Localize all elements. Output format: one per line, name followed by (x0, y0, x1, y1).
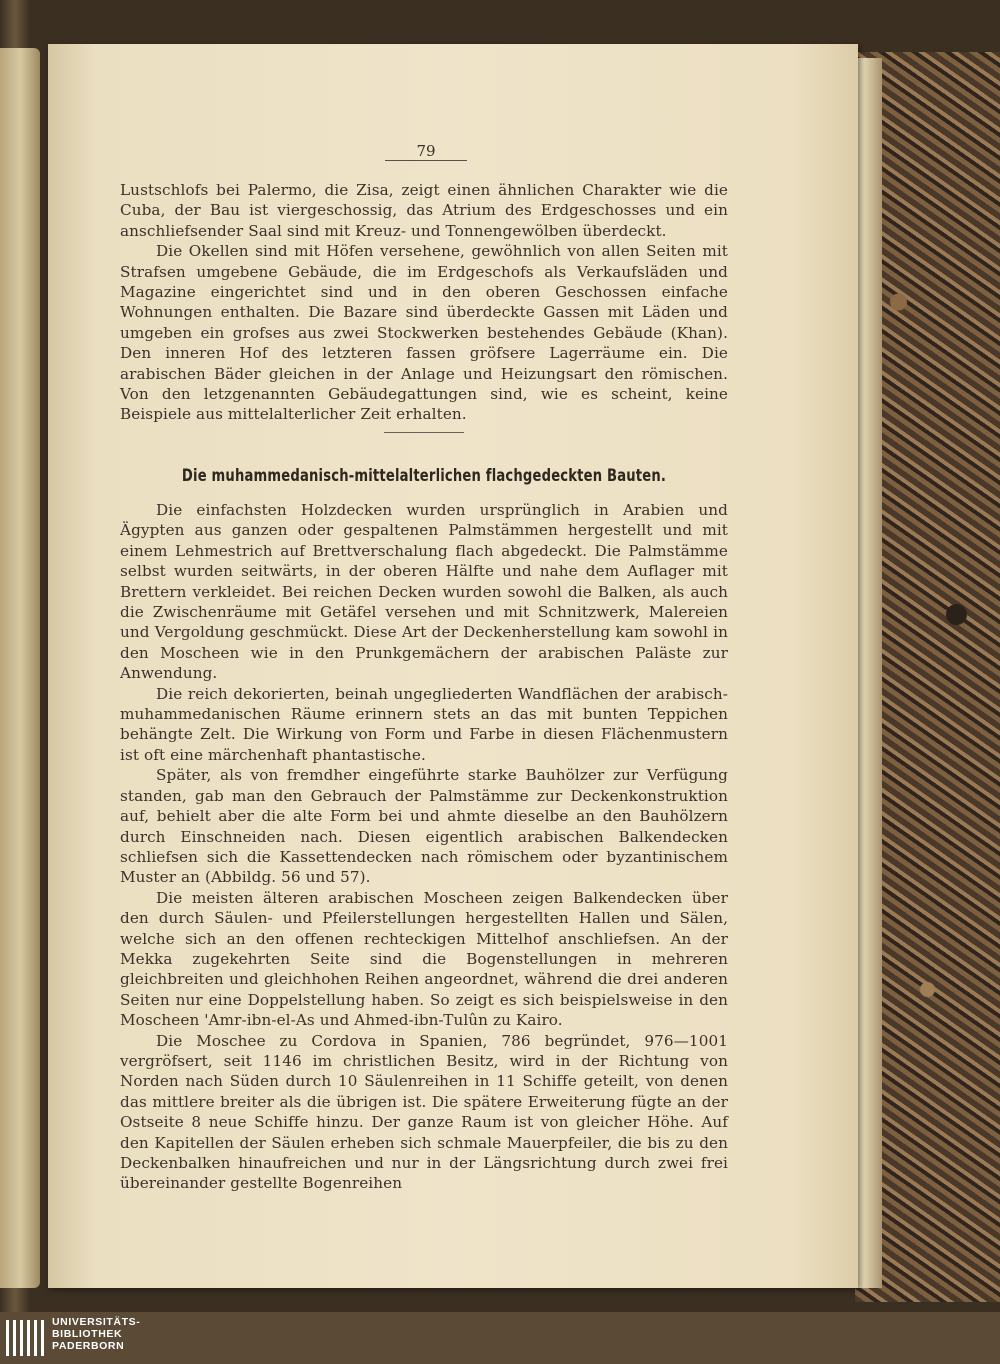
intro-text (120, 180, 728, 425)
intro-paragraph-1: Lustschlofs bei Palermo, die Zisa, zeigt einen ähnlichen Charakter wie die Cuba, der Bau ist viergeschossig, das Atrium des Erdgeschosses und ein anschliefsender Saal sind mit Kreuz- und Tonnengewölben überdeckt. (120, 181, 728, 240)
section-text (120, 500, 728, 1194)
library-logo-icon (6, 1318, 46, 1358)
logo-line-3: PADERBORN (52, 1340, 125, 1352)
page-number: 79 (385, 142, 467, 161)
section-paragraph-5: Die Moschee zu Cordova in Spanien, 786 begründet, 976—1001 vergröfsert, seit 1146 im christlichen Besitz, wird in der Richtung von Norden nach Süden durch 10 Säulenreihen in 11 Schiffe geteilt, von denen das mittlere breiter als die übrigen ist. Die spätere Erweiterung fügte an der Ostseite 8 neue Schiffe hinzu. Der ganze Raum ist von gleicher Höhe. Auf den Kapitellen der Säulen erheben sich schmale Mauerpfeiler, die bis zu den Deckenbalken hinaufreichen und nur in der Längsrichtung durch zwei frei übereinander gestellte Bogenreihen (120, 1031, 728, 1193)
section-paragraph-2: Die reich dekorierten, beinah ungegliederten Wandflächen der arabisch-muhammedanischen Räume erinnern stets an das mit bunten Teppichen behängte Zelt. Die Wirkung von Form und Farbe in diesen Flächenmustern ist oft eine märchenhaft phantastische. (120, 684, 728, 764)
footer-bar (0, 1312, 1000, 1364)
section-paragraph-3: Später, als von fremdher eingeführte starke Bauhölzer zur Verfügung standen, gab man den Gebrauch der Palmstämme zur Deckenkonstruktion auf, behielt aber die alte Form bei und ahmte dieselbe an den Bauhölzern durch Einschneiden nach. Diesen eigentlich arabischen Balkendecken schliefsen sich die Kassettendecken nach römischem oder byzantinischem Muster an (Abbildg. 56 und 57). (120, 766, 728, 887)
logo-line-2: BIBLIOTHEK (52, 1328, 123, 1340)
section-paragraph-1: Die einfachsten Holzdecken wurden ursprünglich in Arabien und Ägypten aus ganzen oder gespaltenen Palmstämmen hergestellt und mit einem Lehmestrich auf Brettverschalung flach abgedeckt. Die Palmstämme selbst wurden seitwärts, in der oberen Hälfte und nahe dem Auflager mit Brettern verkleidet. Bei reichen Decken wurden sowohl die Balken, als auch die Zwischenräume mit Getäfel versehen und mit Schnitzwerk, Malereien und Vergoldung geschmückt. Diese Art der Deckenherstellung kam sowohl in den Moscheen wie in den Prunkgemächern der arabischen Paläste zur Anwendung. (120, 501, 728, 683)
section-paragraph-4: Die meisten älteren arabischen Moscheen zeigen Balkendecken über den durch Säulen- und Pfeilerstellungen hergestellten Hallen und Sälen, welche sich an den offenen rechteckigen Mittelhof anschliefsen. An der Mekka zugekehrten Seite sind die Bogenstellungen in mehreren gleichbreiten und gleichhohen Reihen angeordnet, während die drei anderen Seiten nur eine Doppelstellung haben. So zeigt es sich beispielsweise in den Moscheen 'Amr-ibn-el-As und Ahmed-ibn-Tulûn zu Kairo. (120, 888, 728, 1030)
logo-line-1: UNIVERSITÄTS- (52, 1316, 141, 1328)
library-logo-text (52, 1316, 140, 1352)
left-page-edge (0, 48, 40, 1288)
intro-paragraph-2: Die Okellen sind mit Höfen versehene, gewöhnlich von allen Seiten mit Strafsen umgebene Gebäude, die im Erdgeschofs als Verkaufsläden und Magazine eingerichtet sind und in den oberen Geschossen einfache Wohnungen enthalten. Die Bazare sind überdeckte Gassen mit Läden und umgeben ein grofses aus zwei Stockwerken bestehendes Gebäude (Khan). Den inneren Hof des letzteren fassen gröfsere Lagerräume ein. Die arabischen Bäder gleichen in der Anlage und Heizungsart den römischen. Von den letzgenannten Gebäudegattungen sind, wie es scheint, keine Beispiele aus mittelalterlicher Zeit erhalten. (120, 242, 728, 424)
section-divider (384, 432, 464, 433)
section-heading: Die muhammedanisch-mittelalterlichen flachgedeckten Bauten. (181, 466, 667, 486)
